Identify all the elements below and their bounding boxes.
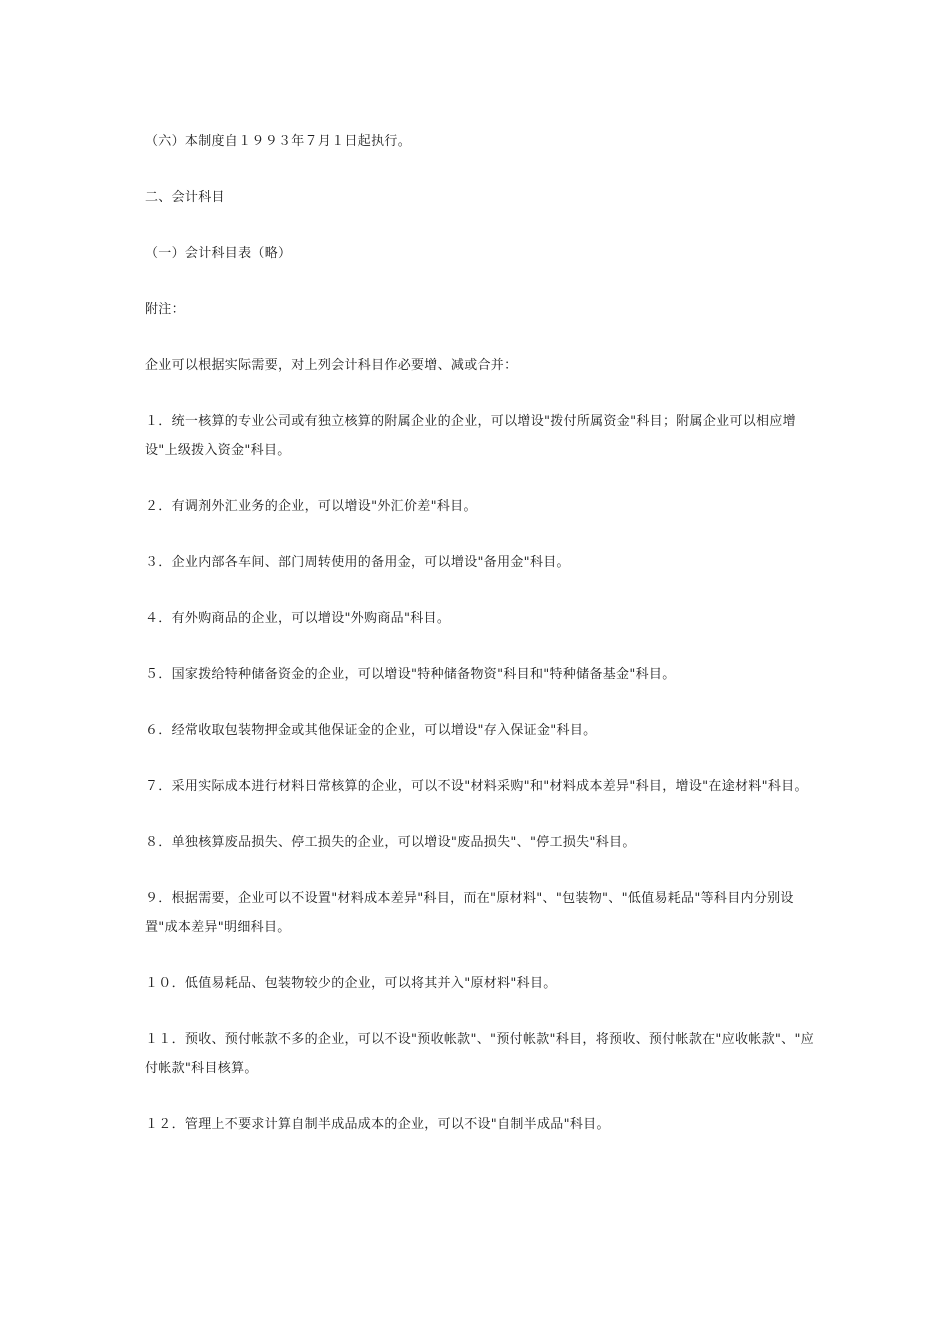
note-item-6: ６．经常收取包装物押金或其他保证金的企业，可以增设"存入保证金"科目。 — [145, 723, 597, 738]
clause-six-effective-date: （六）本制度自１９９３年７月１日起执行。 — [145, 134, 412, 149]
note-item-10: １０．低值易耗品、包装物较少的企业，可以将其并入"原材料"科目。 — [145, 976, 557, 991]
note-item-2: ２．有调剂外汇业务的企业，可以增设"外汇价差"科目。 — [145, 499, 477, 514]
note-item-12: １２．管理上不要求计算自制半成品成本的企业，可以不设"自制半成品"科目。 — [145, 1117, 610, 1132]
document-body — [145, 127, 815, 1166]
note-label: 附注： — [145, 302, 185, 317]
note-item-9: ９．根据需要，企业可以不设置"材料成本差异"科目，而在"原材料"、"包装物"、"低值易耗品"等科目内分别设置"成本差异"明细科目。 — [145, 891, 794, 935]
section-heading-accounts: 二、会计科目 — [145, 190, 225, 205]
note-item-3: ３．企业内部各车间、部门周转使用的备用金，可以增设"备用金"科目。 — [145, 555, 570, 570]
note-item-4: ４．有外购商品的企业，可以增设"外购商品"科目。 — [145, 611, 451, 626]
subsection-accounts-table: （一）会计科目表（略） — [145, 246, 292, 261]
note-intro: 企业可以根据实际需要，对上列会计科目作必要增、减或合并： — [145, 358, 518, 373]
note-item-11: １１．预收、预付帐款不多的企业，可以不设"预收帐款"、"预付帐款"科目，将预收、预付帐款在"应收帐款"、"应付帐款"科目核算。 — [145, 1032, 815, 1076]
note-item-7: ７．采用实际成本进行材料日常核算的企业，可以不设"材料采购"和"材料成本差异"科目，增设"在途材料"科目。 — [145, 779, 808, 794]
note-item-1: １．统一核算的专业公司或有独立核算的附属企业的企业，可以增设"拨付所属资金"科目；附属企业可以相应增设"上级拨入资金"科目。 — [145, 414, 796, 458]
note-item-5: ５．国家拨给特种储备资金的企业，可以增设"特种储备物资"科目和"特种储备基金"科目。 — [145, 667, 676, 682]
note-item-8: ８．单独核算废品损失、停工损失的企业，可以增设"废品损失"、"停工损失"科目。 — [145, 835, 636, 850]
